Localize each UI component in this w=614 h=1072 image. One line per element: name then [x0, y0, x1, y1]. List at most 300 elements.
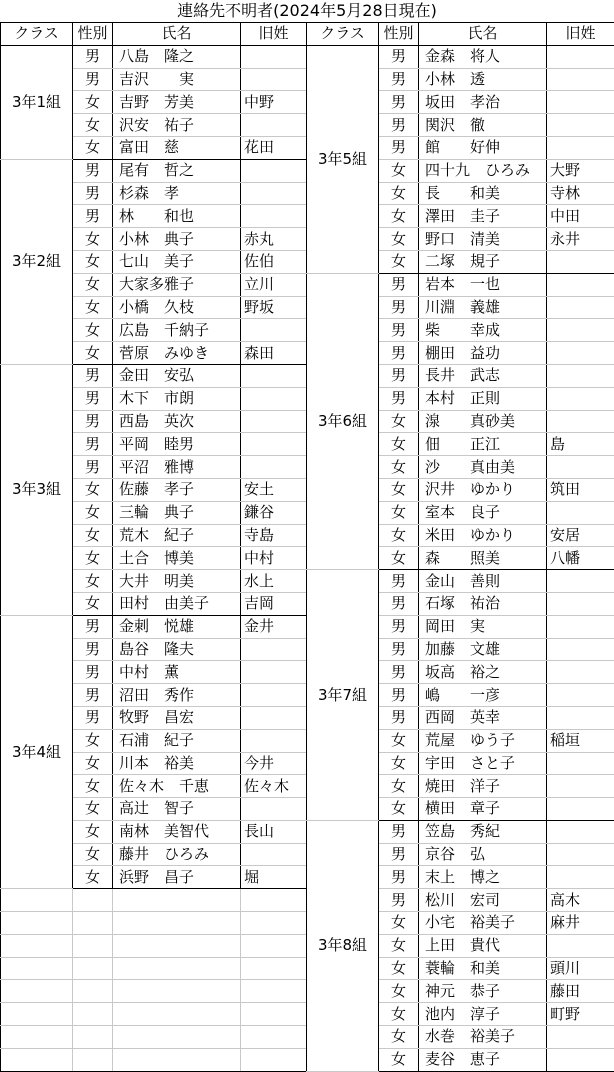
- gender-cell: 女: [379, 205, 419, 228]
- maiden-name-cell: [241, 205, 307, 228]
- maiden-name-cell: 赤丸: [241, 228, 307, 251]
- empty-cell: [241, 1026, 307, 1049]
- maiden-name-cell: [547, 638, 614, 661]
- maiden-name-cell: 堀: [241, 866, 307, 889]
- gender-cell: 男: [379, 114, 419, 137]
- maiden-name-cell: 高木: [547, 889, 614, 912]
- name-cell: 坂高 裕之: [419, 661, 547, 684]
- maiden-name-cell: 町野: [547, 1003, 614, 1026]
- empty-row: [1, 957, 307, 980]
- maiden-name-cell: [547, 114, 614, 137]
- gender-cell: 女: [379, 729, 419, 752]
- maiden-name-cell: 森田: [241, 342, 307, 365]
- name-cell: 佐藤 孝子: [113, 478, 241, 501]
- maiden-name-cell: [547, 775, 614, 798]
- header-name: 氏名: [419, 23, 547, 46]
- gender-cell: 女: [379, 433, 419, 456]
- class-name-cell: 3年1組: [1, 45, 73, 159]
- maiden-name-cell: 大野: [547, 159, 614, 182]
- gender-cell: 男: [379, 684, 419, 707]
- header-gender: 性別: [73, 23, 113, 46]
- gender-cell: 女: [379, 478, 419, 501]
- maiden-name-cell: [547, 319, 614, 342]
- maiden-name-cell: 長山: [241, 820, 307, 843]
- maiden-name-cell: 八幡: [547, 547, 614, 570]
- gender-cell: 男: [73, 661, 113, 684]
- gender-cell: 女: [73, 250, 113, 273]
- gender-cell: 女: [73, 570, 113, 593]
- name-cell: 金刺 悦雄: [113, 615, 241, 638]
- name-cell: 杉森 孝: [113, 182, 241, 205]
- name-cell: 川本 裕美: [113, 752, 241, 775]
- gender-cell: 男: [73, 615, 113, 638]
- gender-cell: 男: [379, 889, 419, 912]
- maiden-name-cell: 花田: [241, 136, 307, 159]
- gender-cell: 男: [379, 68, 419, 91]
- gender-cell: 女: [379, 1026, 419, 1049]
- gender-cell: 女: [379, 524, 419, 547]
- name-cell: 田村 由美子: [113, 592, 241, 615]
- maiden-name-cell: [547, 866, 614, 889]
- name-cell: 平沼 雅博: [113, 456, 241, 479]
- name-cell: 岩本 一也: [419, 273, 547, 296]
- empty-cell: [1, 1026, 73, 1049]
- empty-row: [1, 889, 307, 912]
- empty-cell: [1, 934, 73, 957]
- maiden-name-cell: [547, 273, 614, 296]
- name-cell: 西岡 英幸: [419, 706, 547, 729]
- maiden-name-cell: 野坂: [241, 296, 307, 319]
- gender-cell: 男: [73, 182, 113, 205]
- header-class: クラス: [1, 23, 73, 46]
- table-row: [307, 820, 614, 843]
- gender-cell: 男: [379, 319, 419, 342]
- maiden-name-cell: [547, 456, 614, 479]
- maiden-name-cell: [547, 1048, 614, 1071]
- maiden-name-cell: [241, 159, 307, 182]
- gender-cell: 女: [379, 410, 419, 433]
- gender-cell: 女: [73, 524, 113, 547]
- name-cell: 棚田 益功: [419, 342, 547, 365]
- table-row: [1, 45, 307, 68]
- gender-cell: 男: [379, 638, 419, 661]
- maiden-name-cell: [241, 319, 307, 342]
- name-cell: 米田 ゆかり: [419, 524, 547, 547]
- name-cell: 八島 隆之: [113, 45, 241, 68]
- roster-table-left: [0, 22, 307, 1072]
- gender-cell: 女: [73, 729, 113, 752]
- gender-cell: 男: [379, 136, 419, 159]
- maiden-name-cell: 佐伯: [241, 250, 307, 273]
- gender-cell: 女: [73, 114, 113, 137]
- gender-cell: 男: [73, 433, 113, 456]
- empty-cell: [113, 889, 241, 912]
- name-cell: 沼田 秀作: [113, 684, 241, 707]
- name-cell: 荒木 紀子: [113, 524, 241, 547]
- maiden-name-cell: [241, 684, 307, 707]
- gender-cell: 男: [379, 843, 419, 866]
- name-cell: 本村 正則: [419, 387, 547, 410]
- table-row: [307, 273, 614, 296]
- name-cell: 池内 淳子: [419, 1003, 547, 1026]
- name-cell: 吉沢 実: [113, 68, 241, 91]
- gender-cell: 女: [379, 934, 419, 957]
- gender-cell: 女: [379, 798, 419, 821]
- empty-cell: [1, 889, 73, 912]
- header-name: 氏名: [113, 23, 241, 46]
- empty-cell: [113, 957, 241, 980]
- name-cell: 七山 美子: [113, 250, 241, 273]
- gender-cell: 女: [73, 296, 113, 319]
- gender-cell: 女: [73, 547, 113, 570]
- empty-cell: [241, 934, 307, 957]
- maiden-name-cell: 稲垣: [547, 729, 614, 752]
- maiden-name-cell: 藤田: [547, 980, 614, 1003]
- gender-cell: 男: [73, 45, 113, 68]
- maiden-name-cell: [547, 592, 614, 615]
- name-cell: 富田 慈: [113, 136, 241, 159]
- name-cell: 焼田 洋子: [419, 775, 547, 798]
- name-cell: 金山 善則: [419, 570, 547, 593]
- maiden-name-cell: [547, 706, 614, 729]
- empty-cell: [241, 957, 307, 980]
- maiden-name-cell: [547, 615, 614, 638]
- table-row: [1, 615, 307, 638]
- name-cell: 森 照美: [419, 547, 547, 570]
- maiden-name-cell: 安土: [241, 478, 307, 501]
- table-row: [307, 570, 614, 593]
- name-cell: 土合 博美: [113, 547, 241, 570]
- name-cell: 佃 正江: [419, 433, 547, 456]
- maiden-name-cell: 頭川: [547, 957, 614, 980]
- gender-cell: 女: [379, 250, 419, 273]
- header-maiden-name: 旧姓: [241, 23, 307, 46]
- name-cell: 石浦 紀子: [113, 729, 241, 752]
- empty-cell: [241, 1048, 307, 1071]
- empty-cell: [73, 912, 113, 935]
- gender-cell: 男: [379, 570, 419, 593]
- gender-cell: 男: [379, 364, 419, 387]
- class-name-cell: 3年7組: [307, 570, 379, 821]
- gender-cell: 男: [379, 661, 419, 684]
- name-cell: 大井 明美: [113, 570, 241, 593]
- gender-cell: 女: [379, 501, 419, 524]
- name-cell: 関沢 徹: [419, 114, 547, 137]
- empty-cell: [73, 934, 113, 957]
- maiden-name-cell: [547, 91, 614, 114]
- gender-cell: 女: [73, 273, 113, 296]
- name-cell: 澤田 圭子: [419, 205, 547, 228]
- empty-cell: [113, 1003, 241, 1026]
- maiden-name-cell: [241, 410, 307, 433]
- gender-cell: 女: [73, 775, 113, 798]
- gender-cell: 女: [379, 228, 419, 251]
- empty-row: [1, 1026, 307, 1049]
- maiden-name-cell: 中村: [241, 547, 307, 570]
- gender-cell: 女: [379, 159, 419, 182]
- maiden-name-cell: 金井: [241, 615, 307, 638]
- gender-cell: 男: [73, 159, 113, 182]
- name-cell: 坂田 孝治: [419, 91, 547, 114]
- name-cell: 蓑輪 和美: [419, 957, 547, 980]
- name-cell: 川淵 義雄: [419, 296, 547, 319]
- name-cell: 長井 武志: [419, 364, 547, 387]
- maiden-name-cell: [547, 752, 614, 775]
- gender-cell: 女: [379, 1048, 419, 1071]
- header-maiden-name: 旧姓: [547, 23, 614, 46]
- roster-table-right: [306, 22, 614, 1072]
- page-title: 連絡先不明者(2024年5月28日現在): [0, 0, 614, 22]
- empty-cell: [1, 912, 73, 935]
- name-cell: 小林 透: [419, 68, 547, 91]
- maiden-name-cell: 筑田: [547, 478, 614, 501]
- empty-cell: [73, 889, 113, 912]
- class-name-cell: 3年3組: [1, 364, 73, 615]
- name-cell: 浜野 昌子: [113, 866, 241, 889]
- empty-cell: [113, 1048, 241, 1071]
- maiden-name-cell: 佐々木: [241, 775, 307, 798]
- gender-cell: 男: [379, 615, 419, 638]
- header-row: [307, 23, 614, 46]
- gender-cell: 男: [379, 706, 419, 729]
- name-cell: 岡田 実: [419, 615, 547, 638]
- gender-cell: 女: [379, 547, 419, 570]
- name-cell: 高辻 智子: [113, 798, 241, 821]
- gender-cell: 男: [379, 91, 419, 114]
- gender-cell: 女: [379, 456, 419, 479]
- gender-cell: 女: [73, 319, 113, 342]
- maiden-name-cell: [241, 661, 307, 684]
- maiden-name-cell: [241, 364, 307, 387]
- name-cell: 麦谷 恵子: [419, 1048, 547, 1071]
- maiden-name-cell: 安居: [547, 524, 614, 547]
- maiden-name-cell: 中野: [241, 91, 307, 114]
- maiden-name-cell: [241, 729, 307, 752]
- gender-cell: 男: [73, 205, 113, 228]
- name-cell: 水巻 裕美子: [419, 1026, 547, 1049]
- gender-cell: 男: [73, 364, 113, 387]
- maiden-name-cell: [547, 364, 614, 387]
- empty-cell: [1, 1003, 73, 1026]
- maiden-name-cell: [547, 410, 614, 433]
- empty-row: [1, 980, 307, 1003]
- empty-cell: [113, 980, 241, 1003]
- name-cell: 四十九 ひろみ: [419, 159, 547, 182]
- maiden-name-cell: [241, 433, 307, 456]
- empty-cell: [113, 934, 241, 957]
- gender-cell: 女: [379, 775, 419, 798]
- gender-cell: 女: [73, 798, 113, 821]
- maiden-name-cell: [547, 684, 614, 707]
- name-cell: 横田 章子: [419, 798, 547, 821]
- name-cell: 湶 真砂美: [419, 410, 547, 433]
- maiden-name-cell: [241, 798, 307, 821]
- name-cell: 室本 良子: [419, 501, 547, 524]
- empty-row: [1, 1048, 307, 1071]
- gender-cell: 女: [73, 820, 113, 843]
- gender-cell: 女: [379, 980, 419, 1003]
- empty-row: [1, 1003, 307, 1026]
- maiden-name-cell: 水上: [241, 570, 307, 593]
- name-cell: 広島 千納子: [113, 319, 241, 342]
- gender-cell: 女: [73, 752, 113, 775]
- name-cell: 大家多雅子: [113, 273, 241, 296]
- empty-cell: [113, 912, 241, 935]
- empty-row: [1, 912, 307, 935]
- name-cell: 菅原 みゆき: [113, 342, 241, 365]
- name-cell: 中村 薫: [113, 661, 241, 684]
- maiden-name-cell: 麻井: [547, 912, 614, 935]
- empty-cell: [73, 1048, 113, 1071]
- gender-cell: 男: [379, 296, 419, 319]
- gender-cell: 男: [379, 273, 419, 296]
- gender-cell: 女: [73, 501, 113, 524]
- name-cell: 金森 将人: [419, 45, 547, 68]
- name-cell: 宇田 さと子: [419, 752, 547, 775]
- name-cell: 藤井 ひろみ: [113, 843, 241, 866]
- maiden-name-cell: [241, 638, 307, 661]
- maiden-name-cell: [547, 45, 614, 68]
- maiden-name-cell: [547, 296, 614, 319]
- maiden-name-cell: [241, 706, 307, 729]
- name-cell: 二塚 規子: [419, 250, 547, 273]
- name-cell: 神元 恭子: [419, 980, 547, 1003]
- maiden-name-cell: [547, 250, 614, 273]
- gender-cell: 女: [73, 136, 113, 159]
- header-class: クラス: [307, 23, 379, 46]
- gender-cell: 女: [379, 182, 419, 205]
- maiden-name-cell: [241, 843, 307, 866]
- name-cell: 木下 市朗: [113, 387, 241, 410]
- gender-cell: 女: [73, 843, 113, 866]
- gender-cell: 男: [73, 68, 113, 91]
- name-cell: 金田 安弘: [113, 364, 241, 387]
- gender-cell: 女: [379, 912, 419, 935]
- name-cell: 沢井 ゆかり: [419, 478, 547, 501]
- empty-cell: [73, 1026, 113, 1049]
- maiden-name-cell: 今井: [241, 752, 307, 775]
- maiden-name-cell: [241, 45, 307, 68]
- empty-cell: [241, 912, 307, 935]
- name-cell: 西島 英次: [113, 410, 241, 433]
- name-cell: 三輪 典子: [113, 501, 241, 524]
- name-cell: 佐々木 千恵: [113, 775, 241, 798]
- empty-cell: [241, 1003, 307, 1026]
- gender-cell: 女: [379, 752, 419, 775]
- table-row: [307, 45, 614, 68]
- name-cell: 京谷 弘: [419, 843, 547, 866]
- maiden-name-cell: 島: [547, 433, 614, 456]
- maiden-name-cell: [547, 820, 614, 843]
- maiden-name-cell: [241, 114, 307, 137]
- name-cell: 小宅 裕美子: [419, 912, 547, 935]
- maiden-name-cell: 寺林: [547, 182, 614, 205]
- maiden-name-cell: [547, 570, 614, 593]
- empty-cell: [113, 1026, 241, 1049]
- gender-cell: 女: [73, 342, 113, 365]
- name-cell: 松川 宏司: [419, 889, 547, 912]
- gender-cell: 男: [73, 410, 113, 433]
- empty-cell: [73, 1003, 113, 1026]
- empty-cell: [73, 980, 113, 1003]
- maiden-name-cell: 鎌谷: [241, 501, 307, 524]
- maiden-name-cell: [547, 342, 614, 365]
- name-cell: 林 和也: [113, 205, 241, 228]
- gender-cell: 男: [73, 638, 113, 661]
- class-name-cell: 3年4組: [1, 615, 73, 889]
- gender-cell: 男: [73, 456, 113, 479]
- maiden-name-cell: [547, 136, 614, 159]
- name-cell: 平岡 睦男: [113, 433, 241, 456]
- gender-cell: 男: [73, 684, 113, 707]
- empty-cell: [73, 957, 113, 980]
- gender-cell: 女: [73, 592, 113, 615]
- name-cell: 吉野 芳美: [113, 91, 241, 114]
- name-cell: 尾有 哲之: [113, 159, 241, 182]
- class-name-cell: 3年8組: [307, 820, 379, 1071]
- table-row: [1, 364, 307, 387]
- name-cell: 笠島 秀紀: [419, 820, 547, 843]
- gender-cell: 男: [379, 387, 419, 410]
- maiden-name-cell: [241, 182, 307, 205]
- gender-cell: 男: [73, 706, 113, 729]
- maiden-name-cell: 寺島: [241, 524, 307, 547]
- empty-cell: [1, 980, 73, 1003]
- maiden-name-cell: [547, 661, 614, 684]
- name-cell: 小橋 久枝: [113, 296, 241, 319]
- gender-cell: 男: [379, 45, 419, 68]
- empty-cell: [241, 889, 307, 912]
- name-cell: 牧野 昌宏: [113, 706, 241, 729]
- name-cell: 野口 清美: [419, 228, 547, 251]
- empty-cell: [1, 1048, 73, 1071]
- maiden-name-cell: 永井: [547, 228, 614, 251]
- name-cell: 長 和美: [419, 182, 547, 205]
- class-name-cell: 3年6組: [307, 273, 379, 569]
- name-cell: 沢安 祐子: [113, 114, 241, 137]
- name-cell: 石塚 祐治: [419, 592, 547, 615]
- maiden-name-cell: [547, 68, 614, 91]
- maiden-name-cell: [547, 501, 614, 524]
- header-gender: 性別: [379, 23, 419, 46]
- maiden-name-cell: 吉岡: [241, 592, 307, 615]
- class-name-cell: 3年2組: [1, 159, 73, 364]
- gender-cell: 男: [379, 820, 419, 843]
- name-cell: 館 好伸: [419, 136, 547, 159]
- name-cell: 荒屋 ゆう子: [419, 729, 547, 752]
- table-row: [1, 159, 307, 182]
- maiden-name-cell: [547, 387, 614, 410]
- name-cell: 沙 真由美: [419, 456, 547, 479]
- name-cell: 南林 美智代: [113, 820, 241, 843]
- gender-cell: 男: [379, 342, 419, 365]
- maiden-name-cell: [241, 387, 307, 410]
- maiden-name-cell: [547, 843, 614, 866]
- name-cell: 嶋 一彦: [419, 684, 547, 707]
- empty-cell: [1, 957, 73, 980]
- gender-cell: 女: [73, 478, 113, 501]
- gender-cell: 男: [379, 866, 419, 889]
- maiden-name-cell: 立川: [241, 273, 307, 296]
- gender-cell: 女: [73, 866, 113, 889]
- name-cell: 末上 博之: [419, 866, 547, 889]
- name-cell: 加藤 文雄: [419, 638, 547, 661]
- name-cell: 小林 典子: [113, 228, 241, 251]
- gender-cell: 女: [379, 957, 419, 980]
- maiden-name-cell: 中田: [547, 205, 614, 228]
- maiden-name-cell: [547, 798, 614, 821]
- header-row: [1, 23, 307, 46]
